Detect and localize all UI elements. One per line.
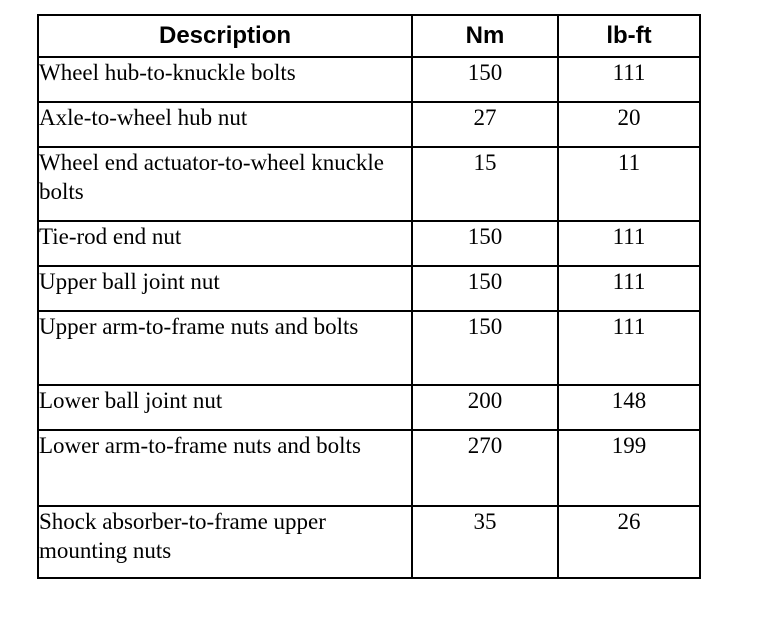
cell-description: Wheel hub-to-knuckle bolts	[38, 57, 412, 102]
cell-description: Upper ball joint nut	[38, 266, 412, 311]
cell-lbft: 111	[558, 311, 700, 385]
table-row	[38, 311, 700, 385]
cell-nm: 150	[412, 57, 558, 102]
cell-description: Upper arm-to-frame nuts and bolts	[38, 311, 412, 385]
cell-lbft: 111	[558, 221, 700, 266]
table-row	[38, 430, 700, 506]
header-description: Description	[38, 15, 412, 57]
cell-nm: 15	[412, 147, 558, 221]
cell-nm: 35	[412, 506, 558, 578]
cell-lbft: 26	[558, 506, 700, 578]
cell-nm: 200	[412, 385, 558, 430]
cell-nm: 150	[412, 221, 558, 266]
cell-lbft: 20	[558, 102, 700, 147]
cell-lbft: 111	[558, 57, 700, 102]
cell-description: Lower ball joint nut	[38, 385, 412, 430]
cell-description: Wheel end actuator-to-wheel knuckle bolts	[38, 147, 412, 221]
cell-nm: 27	[412, 102, 558, 147]
cell-nm: 150	[412, 311, 558, 385]
cell-nm: 270	[412, 430, 558, 506]
table-header-row	[38, 15, 700, 57]
table-row	[38, 266, 700, 311]
table-row	[38, 506, 700, 578]
cell-description: Lower arm-to-frame nuts and bolts	[38, 430, 412, 506]
table-row	[38, 57, 700, 102]
torque-spec-table	[37, 14, 701, 579]
cell-lbft: 111	[558, 266, 700, 311]
table-row	[38, 221, 700, 266]
header-lbft: lb-ft	[558, 15, 700, 57]
cell-description: Tie-rod end nut	[38, 221, 412, 266]
cell-lbft: 148	[558, 385, 700, 430]
table-row	[38, 102, 700, 147]
cell-description: Shock absorber-to-frame upper mounting nuts	[38, 506, 412, 578]
cell-lbft: 11	[558, 147, 700, 221]
header-nm: Nm	[412, 15, 558, 57]
cell-nm: 150	[412, 266, 558, 311]
table-row	[38, 147, 700, 221]
cell-lbft: 199	[558, 430, 700, 506]
cell-description: Axle-to-wheel hub nut	[38, 102, 412, 147]
table-row	[38, 385, 700, 430]
